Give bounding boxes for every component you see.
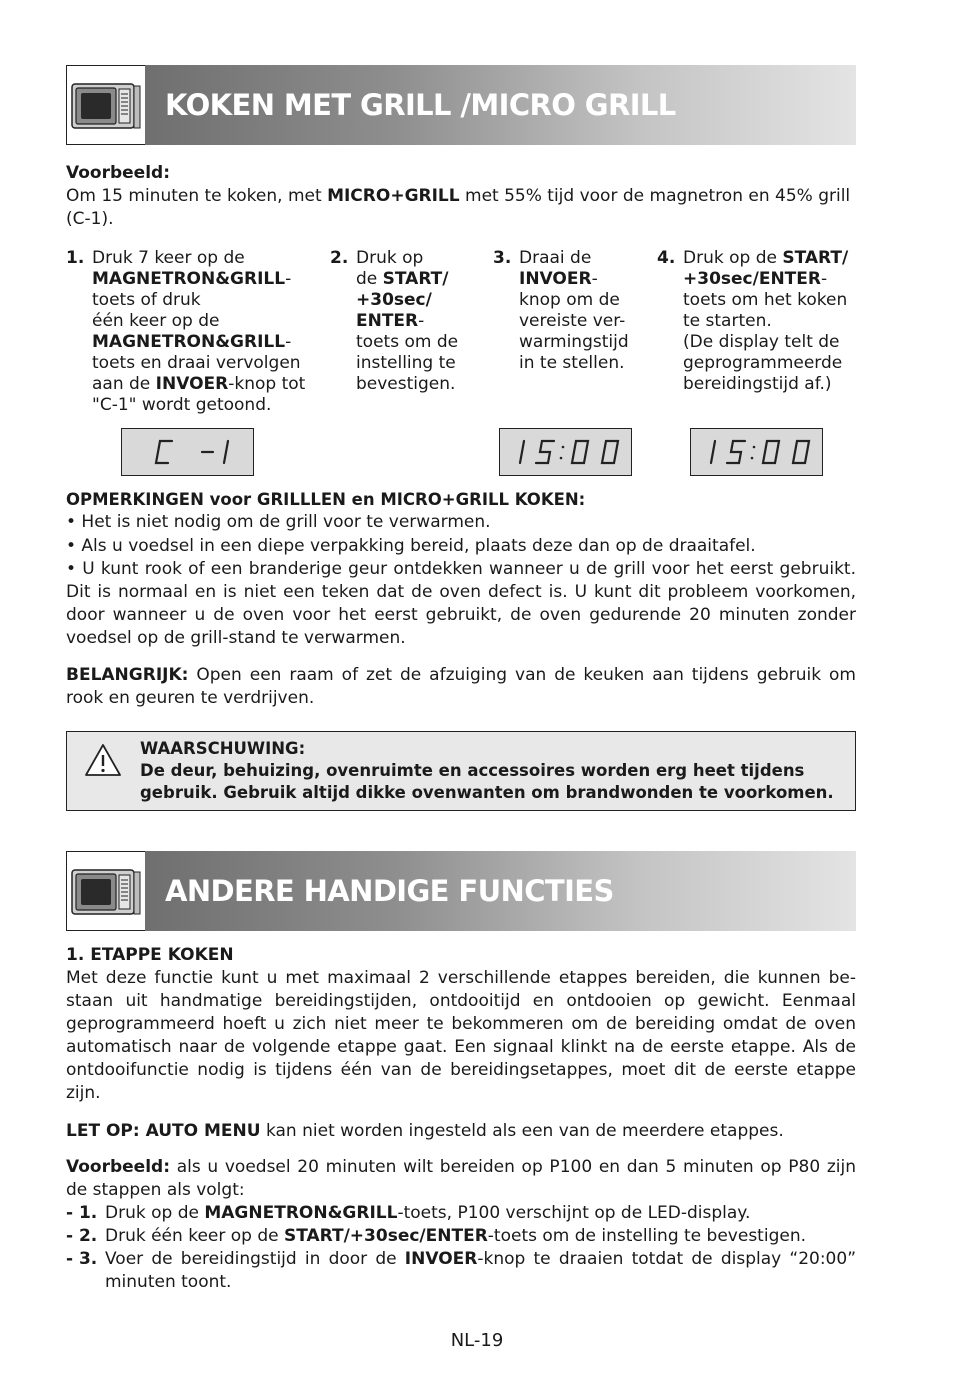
step-line: één keer op de — [92, 311, 220, 331]
step-line: te starten. — [683, 311, 772, 331]
step-text: Voer de bereidingstijd in door de INVOER-knop te draaien totdat de display “20:00” minuten toont. — [105, 1249, 856, 1292]
section-title: KOKEN MET GRILL /MICRO GRILL — [165, 88, 676, 122]
step-line: Druk op de START/ — [683, 248, 849, 268]
example-line-2: (C-1). — [66, 209, 114, 229]
step-line: toets of druk — [92, 290, 201, 310]
subsection-title: 1. ETAPPE KOKEN — [66, 945, 234, 965]
step-text: Druk één keer op de START/+30sec/ENTER-toets om de instelling te bevestigen. — [105, 1226, 806, 1246]
step-line: aan de INVOER-knop tot — [92, 374, 306, 394]
note-1: • Het is niet nodig om de grill voor te verwarmen. — [66, 512, 491, 532]
step-line: (De display telt de — [683, 332, 840, 352]
lcd-display-1500-a — [499, 428, 632, 476]
step-line: bereidingstijd af.) — [683, 374, 832, 394]
step-text: Druk op de MAGNETRON&GRILL-toets, P100 verschijnt op de LED-display. — [105, 1203, 751, 1223]
microwave-icon — [66, 851, 146, 931]
warning-box — [66, 731, 856, 811]
warning-text-1: De deur, behuizing, ovenruimte en accessoires worden erg heet tijdens — [140, 761, 805, 780]
section-title: ANDERE HANDIGE FUNCTIES — [165, 874, 614, 908]
step-line: MAGNETRON&GRILL- — [92, 269, 292, 289]
step-line: toets om de — [356, 332, 459, 352]
microwave-icon — [66, 65, 146, 145]
warning-title: WAARSCHUWING: — [140, 739, 306, 758]
example-paragraph: Voorbeeld: als u voedsel 20 minuten wilt bereiden op P100 en dan 5 minuten op P80 zijn de stappen als volgt: — [66, 1157, 856, 1200]
step-line: Druk 7 keer op de — [92, 248, 245, 268]
step-line: toets en draai vervolgen — [92, 353, 301, 373]
warning-triangle-icon — [83, 742, 123, 785]
step-line: +30sec/ENTER- — [683, 269, 828, 289]
section-banner-grill — [66, 65, 856, 145]
important-note: BELANGRIJK: Open een raam of zet de afzuiging van de keuken aan tijdens gebruik om rook en geuren te verdrijven. — [66, 665, 856, 708]
note-2: • Als u voedsel in een diepe verpakking bereid, plaats deze dan op de draaitafel. — [66, 536, 756, 556]
step-line: in te stellen. — [519, 353, 625, 373]
step-line: +30sec/ — [356, 290, 432, 310]
step-line: bevestigen. — [356, 374, 456, 394]
notes-title: OPMERKINGEN voor GRILLLEN en MICRO+GRILL KOKEN: — [66, 490, 586, 509]
step-line: warmingstijd — [519, 332, 629, 352]
step-line: "C-1" wordt getoond. — [92, 395, 272, 415]
intro-paragraph: Met deze functie kunt u met maximaal 2 verschillende etappes bereiden, die kunnen be-staan uit handmatige bereidingstijden, ontdooitijd en ontdooien op gewicht. Eenmaal geprogrammeerd hoeft u zich niet meer te bekommeren om de bereiding omdat de oven automatisch naar de volgende etappe gaat. Een signaal klinkt na de eerste etappe. Als de ontdooifunctie nodig is tijdens één van de bereidingsetappes, moet dit de eerste etappe zijn. — [66, 968, 856, 1103]
step-line: knop om de — [519, 290, 620, 310]
step-line: toets om het koken — [683, 290, 848, 310]
step-line: vereiste ver- — [519, 311, 626, 331]
example-line: Om 15 minuten te koken, met MICRO+GRILL met 55% tijd voor de magnetron en 45% grill — [66, 186, 851, 206]
step-line: Draai de — [519, 248, 592, 268]
step-number: - 2. — [66, 1226, 98, 1246]
step-line: geprogrammeerde — [683, 353, 843, 373]
note-3: • U kunt rook of een branderige geur ontdekken wanneer u de grill voor het eerst gebruikt. Dit is normaal en is niet een teken dat de oven defect is. U kunt dit probleem voorkomen, door wanneer u de oven voor het eerst gebruikt, de oven gedurende 20 minuten zonder voedsel op de grill-stand te verwarmen. — [66, 559, 856, 648]
step-line: instelling te — [356, 353, 456, 373]
section-banner-functions — [66, 851, 856, 931]
banner-bar — [145, 851, 856, 931]
step-line: ENTER- — [356, 311, 425, 331]
warning-text-2: gebruik. Gebruik altijd dikke ovenwanten om brandwonden te voorkomen. — [140, 783, 834, 802]
lcd-display-1500-b — [690, 428, 823, 476]
banner-bar — [145, 65, 856, 145]
auto-menu-note: LET OP: AUTO MENU kan niet worden ingesteld als een van de meerdere etappes. — [66, 1121, 784, 1141]
page-number: NL-19 — [450, 1330, 504, 1351]
lcd-display-c1 — [121, 428, 254, 476]
step-number: - 1. — [66, 1203, 98, 1223]
step-line: INVOER- — [519, 269, 598, 289]
step-line: Druk op — [356, 248, 424, 268]
step-line: MAGNETRON&GRILL- — [92, 332, 292, 352]
example-label: Voorbeeld: — [66, 163, 170, 183]
step-line: de START/ — [356, 269, 449, 289]
step-number: - 3. — [66, 1249, 98, 1269]
